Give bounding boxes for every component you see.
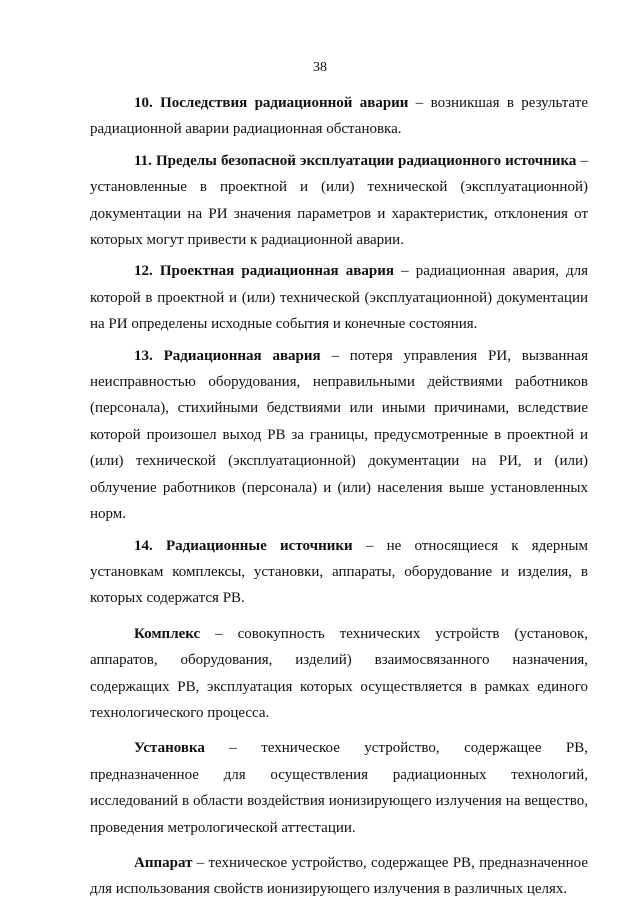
definition-text: – не относящиеся к ядерным установкам комплексы, установки, аппараты, оборудование и изделия, в которых содержатся РВ. [90, 537, 588, 607]
definition-text: – потеря управления РИ, вызванная неисправностью оборудования, неправильными действиями работников (персонала), стихийными бедствиями или иными причинами, вследствие которой произошел выход РВ за границы, предусмотренные в проектной и (или) технической (эксплуатационной) документации на РИ, и (или) облучение работников (персонала) и (или) населения выше установленных норм. [90, 347, 588, 523]
definition-text: – техническое устройство, содержащее РВ, предназначенное для осуществления радиационных технологий, исследований в области воздействия ионизирующего излучения на вещество, проведения метрологической аттестации. [90, 740, 588, 836]
definition-paragraph-13 [90, 343, 588, 528]
page-number: 38 [313, 60, 327, 75]
definition-term: Установка [134, 740, 205, 757]
definition-text: – возникшая в результате радиационной аварии радиационная обстановка. [90, 95, 588, 138]
definition-paragraph-11 [90, 148, 588, 254]
definition-text: – техническое устройство, содержащее РВ, предназначенное для использования свойств ионизирующего излучения в различных целях. [90, 854, 588, 898]
definition-term: Аппарат [134, 854, 193, 871]
definition-paragraph-10 [90, 90, 588, 143]
definition-paragraph-complex [90, 621, 588, 727]
definition-paragraph-apparatus [90, 850, 588, 903]
definition-text: – установленные в проектной и (или) технической (эксплуатационной) документации на РИ значения параметров и характеристик, отклонения от которых могут привести к радиационной аварии. [90, 152, 588, 249]
definition-term: 12. Проектная радиационная авария [134, 263, 394, 280]
definition-paragraph-12 [90, 258, 588, 337]
document-body [90, 90, 588, 908]
definition-term: 13. Радиационная авария [134, 347, 321, 364]
definition-text: – совокупность технических устройств (установок, аппаратов, оборудования, изделий) взаимосвязанного назначения, содержащих РВ, эксплуатация которых осуществляется в рамках единого технологического процесса. [90, 625, 588, 721]
definition-text: – радиационная авария, для которой в проектной и (или) технической (эксплуатационной) документации на РИ определены исходные события и конечные состояния. [90, 263, 588, 333]
definition-term: 11. Пределы безопасной эксплуатации радиационного источника [134, 152, 577, 169]
definition-term: Комплекс [134, 625, 201, 642]
definition-paragraph-installation [90, 735, 588, 841]
definition-term: 14. Радиационные источники [134, 537, 353, 554]
definition-paragraph-14 [90, 533, 588, 612]
definition-term: 10. Последствия радиационной аварии [134, 95, 409, 111]
